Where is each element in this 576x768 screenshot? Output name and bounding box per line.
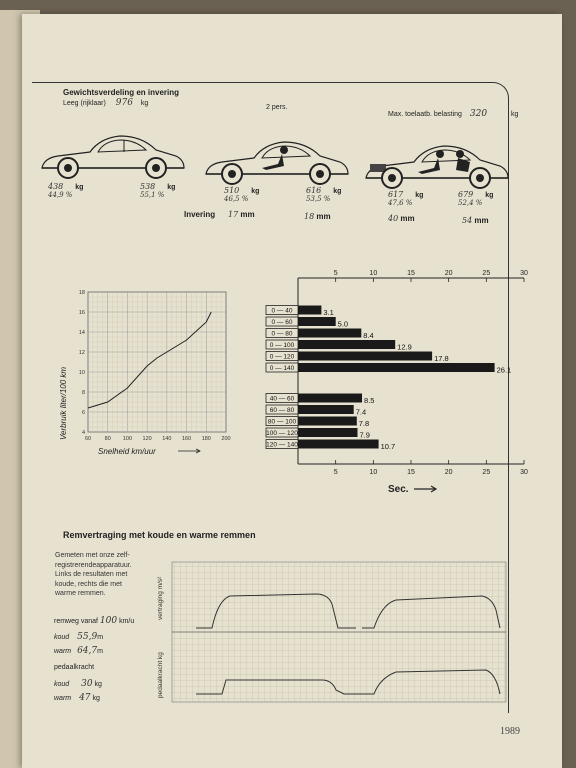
max-unit: kg	[511, 111, 519, 118]
unit-kg: kg	[75, 184, 84, 191]
brakes-description: Gemeten met onze zelf- registrerendeapparatuur. Links de resultaten met koude, rechts die met warme remmen.	[55, 552, 132, 597]
bar	[298, 352, 432, 361]
car1-rear-pct: 55,1 %	[140, 191, 165, 199]
y-tick-label: 10	[78, 370, 85, 376]
category-label: 120 — 140	[266, 441, 298, 449]
car3-rear	[458, 190, 493, 207]
car2-rear	[306, 186, 341, 203]
leeg-value: 976	[115, 98, 133, 108]
pedaal-label: pedaalkracht	[54, 664, 95, 671]
category-label: 0 — 40	[271, 307, 293, 315]
value-label: 3.1	[323, 308, 334, 317]
value-label: 26.1	[496, 365, 512, 375]
invering-1: 17 mm	[228, 210, 255, 219]
unit-kg: kg	[251, 188, 260, 195]
consumption-line	[88, 312, 211, 408]
car3-rear-pct: 52,4 %	[458, 199, 483, 207]
sec-arrow-icon	[414, 486, 436, 492]
koud-value: 55,9	[77, 632, 98, 642]
y-tick-label: 8	[81, 390, 85, 396]
value-label: 8.4	[363, 331, 374, 340]
car2-front	[224, 186, 259, 203]
tick-label-top: 5	[333, 270, 338, 277]
bar	[298, 417, 357, 426]
x-axis-label: Sec.	[388, 484, 409, 495]
car1-rear	[140, 182, 175, 199]
brake-recording-chart	[156, 560, 508, 710]
bar	[298, 405, 354, 414]
car2-front-pct: 46,5 %	[224, 195, 249, 203]
car3-front-kg: 617	[388, 190, 404, 199]
bar	[298, 363, 495, 372]
bar	[298, 306, 321, 315]
value-label: 7.4	[355, 407, 367, 417]
car3-front-pct: 47,6 %	[388, 199, 413, 207]
x-tick-label: 100	[122, 436, 133, 442]
max-value: 320	[469, 109, 488, 119]
remweg-speed: 100	[99, 616, 118, 626]
x-arrow-icon	[178, 449, 200, 453]
tick-label-bottom: 5	[333, 469, 338, 476]
acceleration-chart	[242, 264, 528, 495]
car3-front	[388, 190, 423, 207]
pers-label: 2 pers.	[266, 104, 288, 111]
car2-front-kg: 510	[224, 186, 240, 195]
category-label: 0 — 140	[269, 365, 295, 372]
tick-label-top: 25	[482, 270, 491, 277]
category-label: 40 — 60	[269, 395, 295, 403]
tick-label-top: 15	[407, 270, 415, 277]
x-tick-label: 180	[201, 436, 211, 442]
category-label: 0 — 120	[269, 353, 295, 361]
tick-label-top: 10	[369, 270, 378, 277]
unit-kg: kg	[167, 184, 176, 191]
x-tick-label: 120	[142, 436, 152, 442]
unit-kg: kg	[333, 188, 342, 195]
y-tick-label: 16	[78, 310, 85, 316]
invering-4: 54 mm	[462, 216, 489, 225]
leeg-unit: kg	[140, 100, 149, 107]
unit-kg: kg	[415, 192, 424, 199]
car-empty-icon	[38, 126, 188, 186]
car-two-persons-icon	[202, 132, 352, 192]
pedaal-koud: koud 30 kg	[54, 679, 102, 689]
tick-label-top: 30	[520, 270, 528, 277]
remweg-warm: warm 64,7m	[54, 646, 103, 656]
x-tick-label: 140	[162, 436, 172, 442]
x-tick-label: 60	[84, 436, 92, 442]
car1-front-kg: 438	[48, 182, 64, 191]
page-number: 1989	[500, 726, 520, 737]
invering-label: Invering	[184, 210, 216, 219]
x-tick-label: 200	[221, 436, 231, 442]
remweg-koud: koud 55,9m	[54, 632, 104, 642]
car3-rear-kg: 679	[458, 190, 474, 199]
value-label: 7.9	[359, 430, 370, 440]
bar	[298, 340, 395, 349]
weights-title: Gewichtsverdeling en invering	[63, 88, 180, 97]
unit-kg: kg	[485, 192, 494, 199]
invering-2: 18 mm	[304, 212, 331, 221]
y-tick-label: 4	[81, 430, 85, 436]
max-label: Max. toelaatb. belasting	[388, 111, 462, 118]
bar	[298, 317, 336, 326]
pedaal-warm: warm 47 kg	[54, 693, 100, 703]
warm-value: 64,7	[77, 646, 98, 656]
tick-label-bottom: 15	[407, 469, 415, 476]
bar	[298, 428, 358, 437]
tick-label-bottom: 10	[369, 469, 378, 476]
bar	[298, 394, 362, 403]
x-axis-label: Snelheid km/uur	[98, 447, 156, 456]
y-tick-label: 18	[78, 290, 85, 296]
value-label: 17.8	[434, 354, 449, 363]
tick-label-top: 20	[444, 270, 453, 277]
tick-label-bottom: 20	[444, 469, 453, 476]
value-label: 8.5	[364, 396, 375, 405]
car1-front-pct: 44,9 %	[48, 191, 73, 199]
tick-label-bottom: 25	[482, 469, 491, 476]
axis-vertraging: vertraging m/s²	[157, 576, 164, 620]
value-label: 7.8	[358, 419, 370, 428]
category-label: 0 — 80	[271, 330, 293, 338]
y-tick-label: 6	[81, 410, 85, 416]
remweg-row: remweg vanaf 100 km/u	[54, 616, 135, 626]
category-label: 80 — 100	[267, 418, 297, 426]
car1-front	[48, 182, 83, 199]
bar	[298, 440, 379, 449]
category-label: 0 — 60	[271, 319, 293, 326]
y-axis-label: Verbruik liter/100 km	[59, 366, 68, 440]
car2-rear-kg: 616	[306, 186, 322, 195]
category-label: 60 — 80	[269, 407, 295, 414]
axis-pedaalkracht: pedaalkracht kg	[157, 652, 164, 698]
car1-rear-kg: 538	[140, 182, 156, 191]
value-label: 5.0	[337, 319, 349, 329]
bar	[298, 329, 361, 338]
tick-label-bottom: 30	[520, 469, 528, 476]
value-label: 12.9	[397, 342, 412, 352]
x-tick-label: 80	[104, 436, 111, 442]
y-tick-label: 14	[78, 330, 85, 336]
brakes-title: Remvertraging met koude en warme remmen	[63, 530, 256, 540]
leeg-row	[63, 98, 148, 108]
car2-rear-pct: 53,5 %	[306, 195, 331, 203]
max-row	[388, 109, 518, 119]
invering-3: 40 mm	[388, 214, 415, 223]
category-label: 100 — 120	[266, 430, 298, 437]
value-label: 10.7	[380, 442, 396, 451]
x-tick-label: 160	[181, 436, 192, 442]
leeg-label: Leeg (rijklaar)	[63, 100, 106, 107]
magazine-page	[22, 14, 562, 768]
category-label: 0 — 100	[269, 342, 295, 349]
fuel-consumption-chart	[36, 282, 246, 462]
car-max-load-icon	[362, 136, 512, 196]
y-tick-label: 12	[78, 350, 85, 356]
